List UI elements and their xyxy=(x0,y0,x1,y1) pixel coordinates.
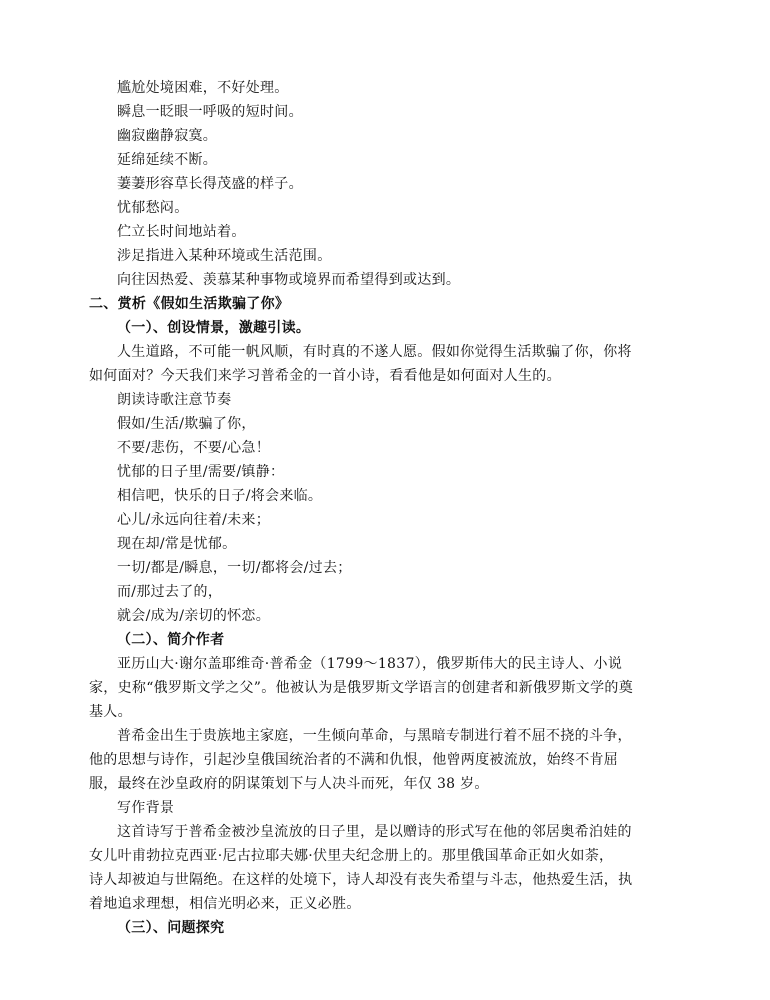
poem-line: 而/那过去了的， xyxy=(117,584,223,600)
section-heading: 二、赏析《假如生活欺骗了你》 xyxy=(89,296,290,312)
background-text: 着地追求理想，相信光明必来，正义必胜。 xyxy=(89,896,361,912)
vocab-item: 伫立长时间地站着。 xyxy=(117,224,246,240)
vocab-item: 幽寂幽静寂寞。 xyxy=(117,128,218,144)
subsection-heading: （三）、问题探究 xyxy=(117,920,225,936)
vocab-item: 延绵延续不断。 xyxy=(117,152,218,168)
poem-line: 一切/都是/瞬息，一切/都将会/过去； xyxy=(117,560,352,576)
vocab-item: 尴尬处境困难，不好处理。 xyxy=(117,80,289,96)
poem-line: 不要/悲伤，不要/心急！ xyxy=(117,440,271,456)
poem-line: 忧郁的日子里/需要/镇静： xyxy=(117,464,285,480)
background-text: 这首诗写于普希金被沙皇流放的日子里，是以赠诗的形式写在他的邻居奥希泊娃的 xyxy=(117,824,632,840)
poem-line: 就会/成为/亲切的怀恋。 xyxy=(117,608,271,624)
poem-line: 假如/生活/欺骗了你， xyxy=(117,416,256,432)
poem-line: 相信吧，快乐的日子/将会来临。 xyxy=(117,488,323,504)
subsection-heading: （一）、创设情景，激趣引读。 xyxy=(117,320,311,336)
vocab-item: 萋萋形容草长得茂盛的样子。 xyxy=(117,176,303,192)
author-text: 家，史称“俄罗斯文学之父”。他被认为是俄罗斯文学语言的创建者和新俄罗斯文学的奠 xyxy=(89,680,634,696)
background-text: 女儿叶甫勃拉克西亚·尼古拉耶夫娜·伏里夫纪念册上的。那里俄国革命正如火如荼， xyxy=(89,848,614,864)
author-text: 基人。 xyxy=(89,704,132,720)
intro-text: 人生道路，不可能一帆风顺，有时真的不遂人愿。假如你觉得生活欺骗了你，你将 xyxy=(117,344,632,360)
author-text: 亚历山大·谢尔盖耶维奇·普希金（1799～1837），俄罗斯伟大的民主诗人、小说 xyxy=(117,656,623,672)
vocab-item: 涉足指进入某种环境或生活范围。 xyxy=(117,248,332,264)
vocab-item: 瞬息一眨眼一呼吸的短时间。 xyxy=(117,104,303,120)
subsection-heading: （二）、简介作者 xyxy=(117,632,225,648)
poem-line: 心儿/永远向往着/未来； xyxy=(117,512,271,528)
poem-line: 现在却/常是忧郁。 xyxy=(117,536,237,552)
author-text: 普希金出生于贵族地主家庭，一生倾向革命，与黑暗专制进行着不屈不挠的斗争， xyxy=(117,728,632,744)
author-text: 服，最终在沙皇政府的阴谋策划下与人决斗而死，年仅 38 岁。 xyxy=(89,776,489,792)
author-text: 他的思想与诗作，引起沙皇俄国统治者的不满和仇恨，他曾两度被流放，始终不肯屈 xyxy=(89,752,619,768)
vocab-item: 忧郁愁闷。 xyxy=(117,200,189,216)
intro-text: 如何面对？今天我们来学习普希金的一首小诗，看看他是如何面对人生的。 xyxy=(89,368,561,384)
background-title: 写作背景 xyxy=(117,800,175,816)
reading-title: 朗读诗歌注意节奏 xyxy=(117,392,232,408)
vocab-item: 向往因热爱、羡慕某种事物或境界而希望得到或达到。 xyxy=(117,272,461,288)
background-text: 诗人却被迫与世隔绝。在这样的处境下，诗人却没有丧失希望与斗志，他热爱生活，执 xyxy=(89,872,633,888)
